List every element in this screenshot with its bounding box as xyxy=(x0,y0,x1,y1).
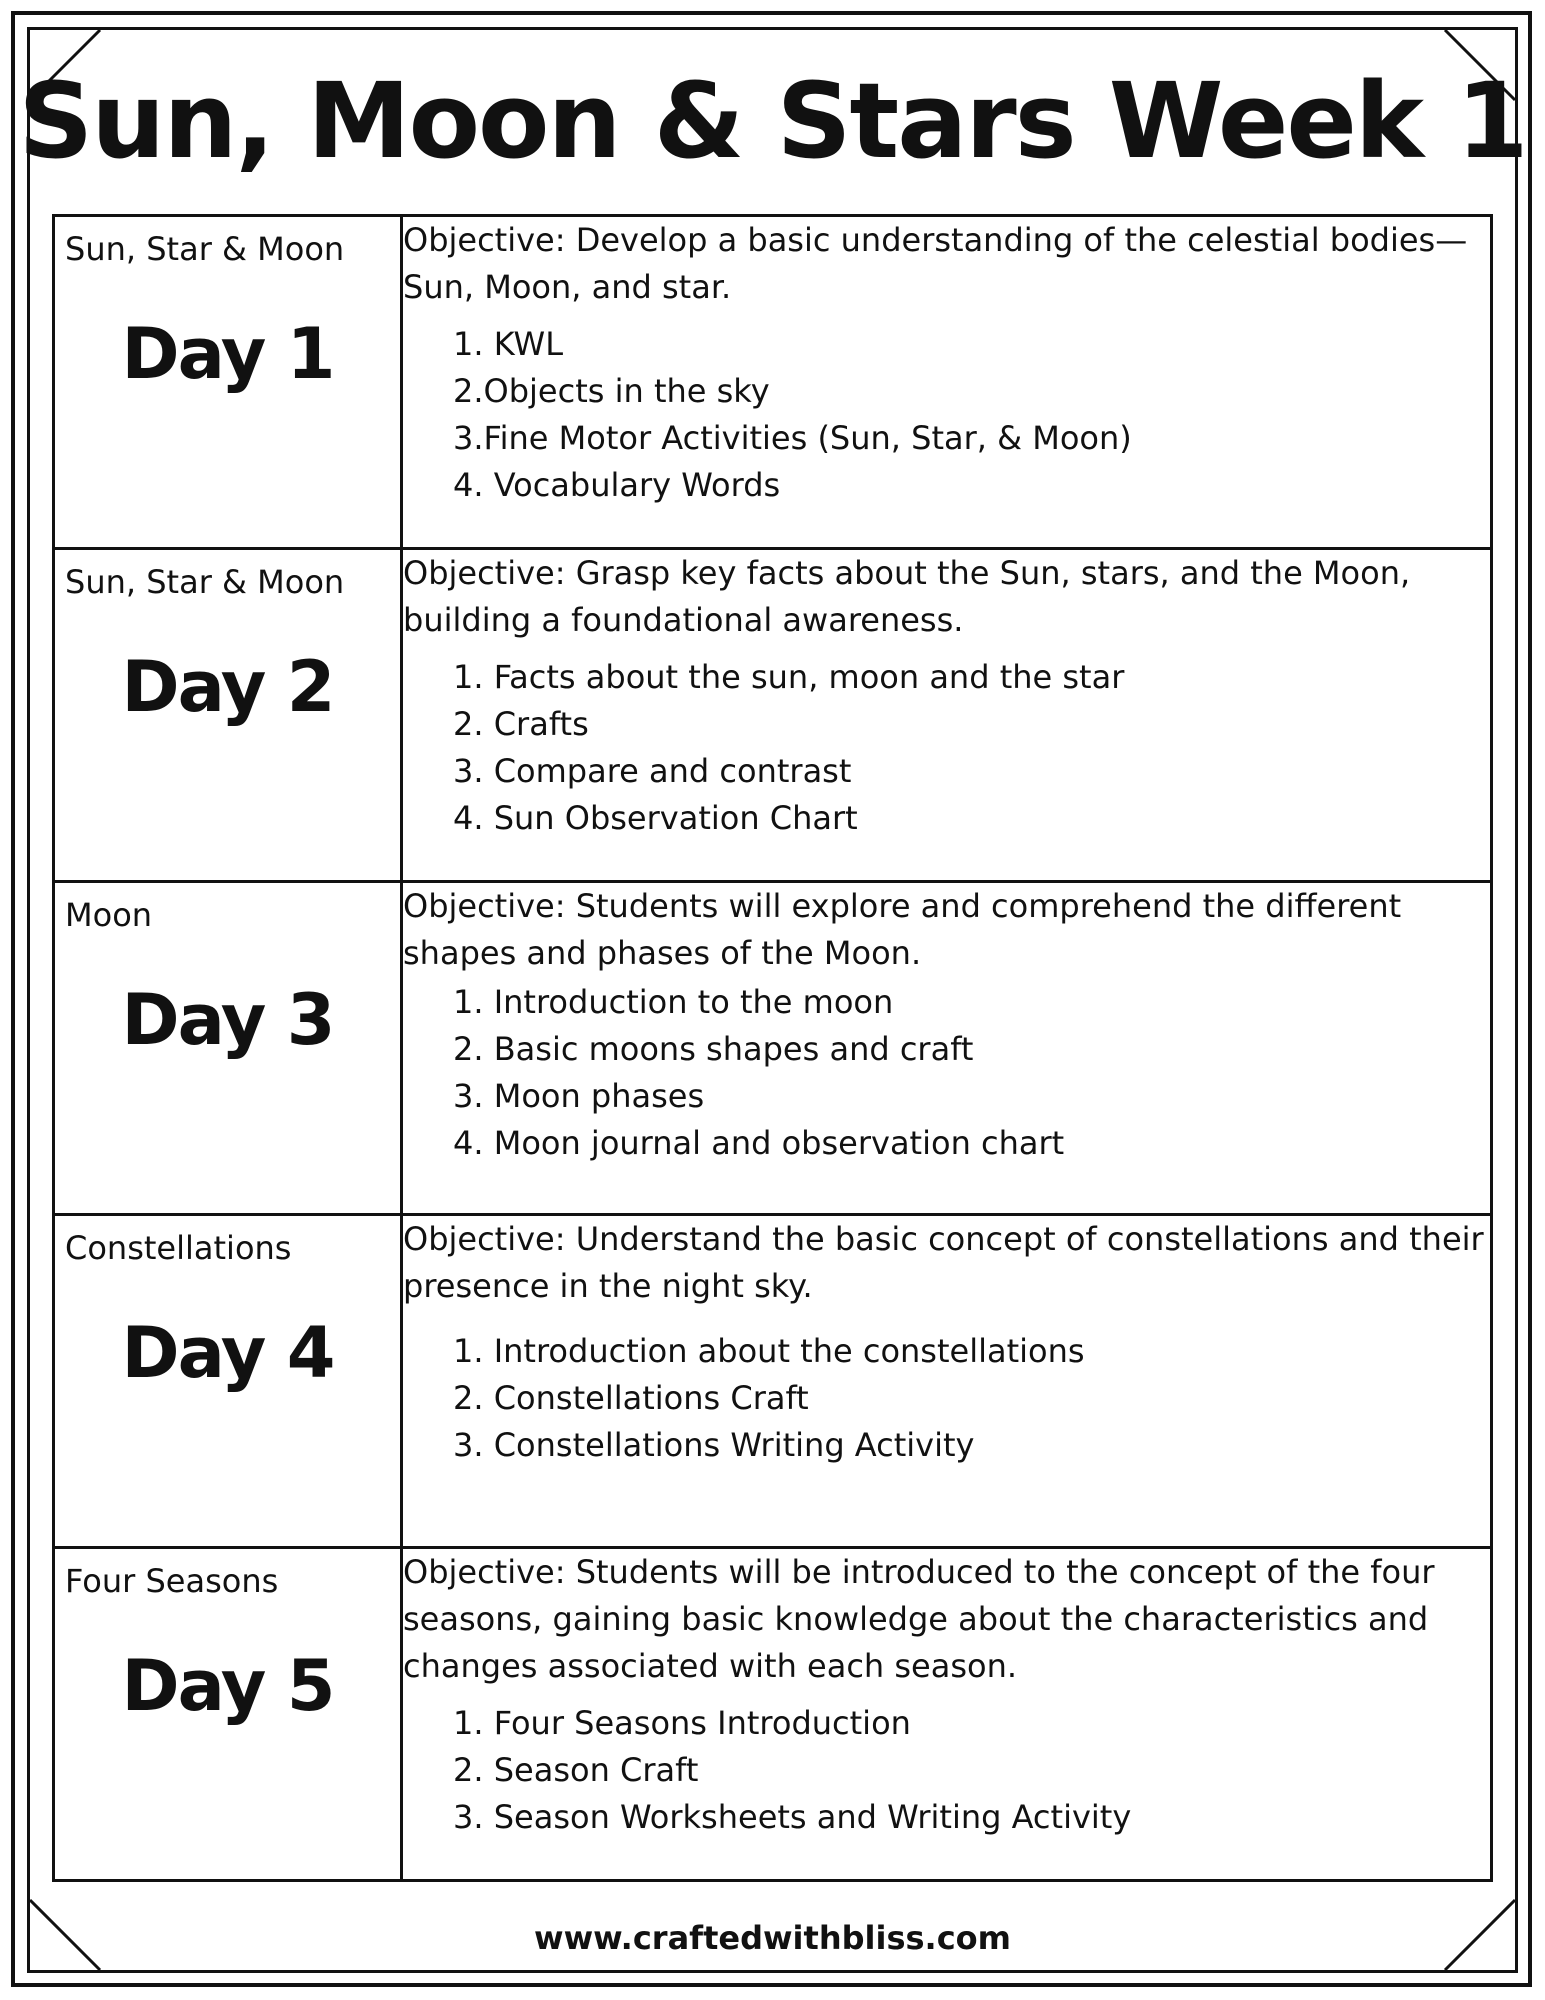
day-label: Day 1 xyxy=(121,313,334,395)
objective-text: Objective: Develop a basic understanding of the celestial bodies—Sun, Moon, and star. xyxy=(403,221,1468,306)
activity-list xyxy=(403,321,1490,509)
day-cell xyxy=(54,882,402,1215)
day-label: Day 2 xyxy=(121,646,334,728)
content-cell xyxy=(402,549,1492,882)
page-title: Sun, Moon & Stars Week 1 xyxy=(18,60,1527,182)
day-topic: Sun, Star & Moon xyxy=(65,563,345,601)
list-item: 4. Vocabulary Words xyxy=(453,466,781,504)
objective-text: Objective: Students will explore and comprehend the different shapes and phases of the Moon. xyxy=(403,887,1402,972)
content-cell xyxy=(402,882,1492,1215)
list-item: 1. Introduction to the moon xyxy=(453,983,894,1021)
list-item: 3. Constellations Writing Activity xyxy=(453,1426,975,1464)
list-item: 3.Fine Motor Activities (Sun, Star, & Moon) xyxy=(453,419,1132,457)
activity-list xyxy=(403,979,1490,1167)
list-item: 1. Introduction about the constellations xyxy=(453,1332,1085,1370)
weekly-plan-table xyxy=(52,214,1493,1882)
table-row xyxy=(54,549,1492,882)
day-cell xyxy=(54,1548,402,1881)
list-item: 2. Basic moons shapes and craft xyxy=(453,1030,974,1068)
day-label: Day 4 xyxy=(121,1312,334,1394)
content-cell xyxy=(402,1215,1492,1548)
table-row xyxy=(54,1215,1492,1548)
list-item: 4. Moon journal and observation chart xyxy=(453,1124,1065,1162)
day-cell xyxy=(54,549,402,882)
list-item: 3. Compare and contrast xyxy=(453,752,852,790)
list-item: 2. Crafts xyxy=(453,705,589,743)
table-row xyxy=(54,882,1492,1215)
list-item: 2.Objects in the sky xyxy=(453,372,770,410)
list-item: 1. Four Seasons Introduction xyxy=(453,1704,911,1742)
day-label: Day 5 xyxy=(121,1645,334,1727)
activity-list xyxy=(403,1700,1490,1841)
day-topic: Sun, Star & Moon xyxy=(65,230,345,268)
content-cell xyxy=(402,1548,1492,1881)
list-item: 1. KWL xyxy=(453,325,564,363)
day-topic: Constellations xyxy=(65,1229,292,1267)
table-row xyxy=(54,216,1492,549)
day-cell xyxy=(54,1215,402,1548)
day-topic: Moon xyxy=(65,896,153,934)
list-item: 2. Constellations Craft xyxy=(453,1379,809,1417)
activity-list xyxy=(403,1328,1490,1469)
table-row xyxy=(54,1548,1492,1881)
list-item: 3. Moon phases xyxy=(453,1077,705,1115)
day-label: Day 3 xyxy=(121,979,334,1061)
list-item: 2. Season Craft xyxy=(453,1751,699,1789)
objective-text: Objective: Students will be introduced to the concept of the four seasons, gaining basic knowledge about the characteristics and changes associated with each season. xyxy=(403,1553,1435,1685)
objective-text: Objective: Understand the basic concept of constellations and their presence in the night sky. xyxy=(403,1220,1484,1305)
content-cell xyxy=(402,216,1492,549)
objective-text: Objective: Grasp key facts about the Sun, stars, and the Moon, building a foundational awareness. xyxy=(403,554,1411,639)
list-item: 1. Facts about the sun, moon and the star xyxy=(453,658,1125,696)
list-item: 4. Sun Observation Chart xyxy=(453,799,858,837)
activity-list xyxy=(403,654,1490,842)
day-topic: Four Seasons xyxy=(65,1562,279,1600)
list-item: 3. Season Worksheets and Writing Activity xyxy=(453,1798,1132,1836)
day-cell xyxy=(54,216,402,549)
website-footer: www.craftedwithbliss.com xyxy=(534,1919,1011,1957)
